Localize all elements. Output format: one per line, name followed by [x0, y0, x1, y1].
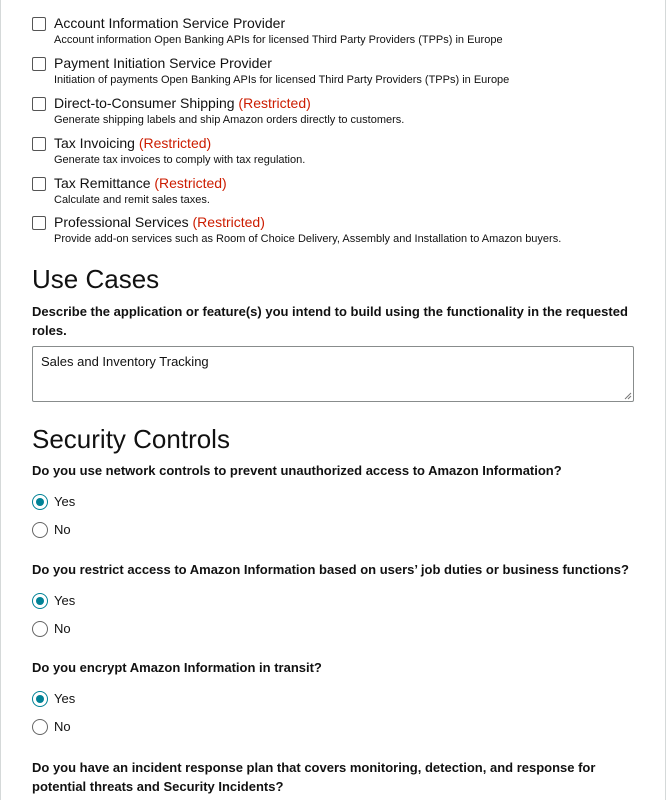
- role-description: Generate shipping labels and ship Amazon orders directly to customers.: [54, 114, 405, 126]
- radio-button[interactable]: [32, 593, 48, 609]
- radio-label: Yes: [54, 494, 76, 509]
- role-description: Account information Open Banking APIs for licensed Third Party Providers (TPPs) in Europe: [54, 34, 503, 46]
- role-description: Calculate and remit sales taxes.: [54, 194, 210, 206]
- restricted-tag: (Restricted): [154, 175, 227, 191]
- checkbox[interactable]: [32, 177, 46, 191]
- use-cases-heading: Use Cases: [32, 264, 160, 294]
- role-title: Professional Services: [54, 214, 189, 230]
- role-description: Initiation of payments Open Banking APIs for licensed Third Party Providers (TPPs) in Europe: [54, 74, 510, 86]
- use-cases-textarea[interactable]: [32, 346, 634, 402]
- radio-button[interactable]: [32, 719, 48, 735]
- radio-button[interactable]: [32, 522, 48, 538]
- radio-label: Yes: [54, 593, 76, 608]
- radio-label: No: [54, 522, 71, 537]
- encryption-question: Do you encrypt Amazon Information in transit?: [32, 660, 322, 675]
- checkbox[interactable]: [32, 17, 46, 31]
- role-title: Account Information Service Provider: [54, 15, 286, 31]
- network-controls-question: Do you use network controls to prevent unauthorized access to Amazon Information?: [32, 463, 562, 478]
- checkbox[interactable]: [32, 57, 46, 71]
- role-description: Provide add-on services such as Room of Choice Delivery, Assembly and Installation to Amazon buyers.: [54, 233, 562, 245]
- restricted-tag: (Restricted): [238, 95, 311, 111]
- checkbox[interactable]: [32, 97, 46, 111]
- radio-button[interactable]: [32, 691, 48, 707]
- role-description: Generate tax invoices to comply with tax regulation.: [54, 154, 306, 166]
- radio-button[interactable]: [32, 621, 48, 637]
- page-border-left: [0, 0, 1, 800]
- role-title: Tax Remittance: [54, 175, 151, 191]
- use-cases-question: Describe the application or feature(s) you intend to build using the functionality in the requested roles.: [32, 304, 628, 338]
- role-title: Tax Invoicing: [54, 135, 135, 151]
- restricted-tag: (Restricted): [192, 214, 265, 230]
- radio-label: Yes: [54, 691, 76, 706]
- checkbox[interactable]: [32, 137, 46, 151]
- checkbox[interactable]: [32, 216, 46, 230]
- incident-response-question: Do you have an incident response plan that covers monitoring, detection, and response for potential threats and Security Incidents?: [32, 760, 596, 794]
- role-title: Direct-to-Consumer Shipping: [54, 95, 235, 111]
- resize-grip-icon[interactable]: [624, 392, 632, 400]
- radio-button[interactable]: [32, 494, 48, 510]
- use-cases-value: Sales and Inventory Tracking: [41, 354, 209, 369]
- role-title: Payment Initiation Service Provider: [54, 55, 272, 71]
- radio-label: No: [54, 621, 71, 636]
- radio-label: No: [54, 719, 71, 734]
- restricted-tag: (Restricted): [138, 135, 212, 151]
- security-controls-heading: Security Controls: [32, 424, 230, 454]
- access-restriction-question: Do you restrict access to Amazon Information based on users’ job duties or business functions?: [32, 562, 629, 577]
